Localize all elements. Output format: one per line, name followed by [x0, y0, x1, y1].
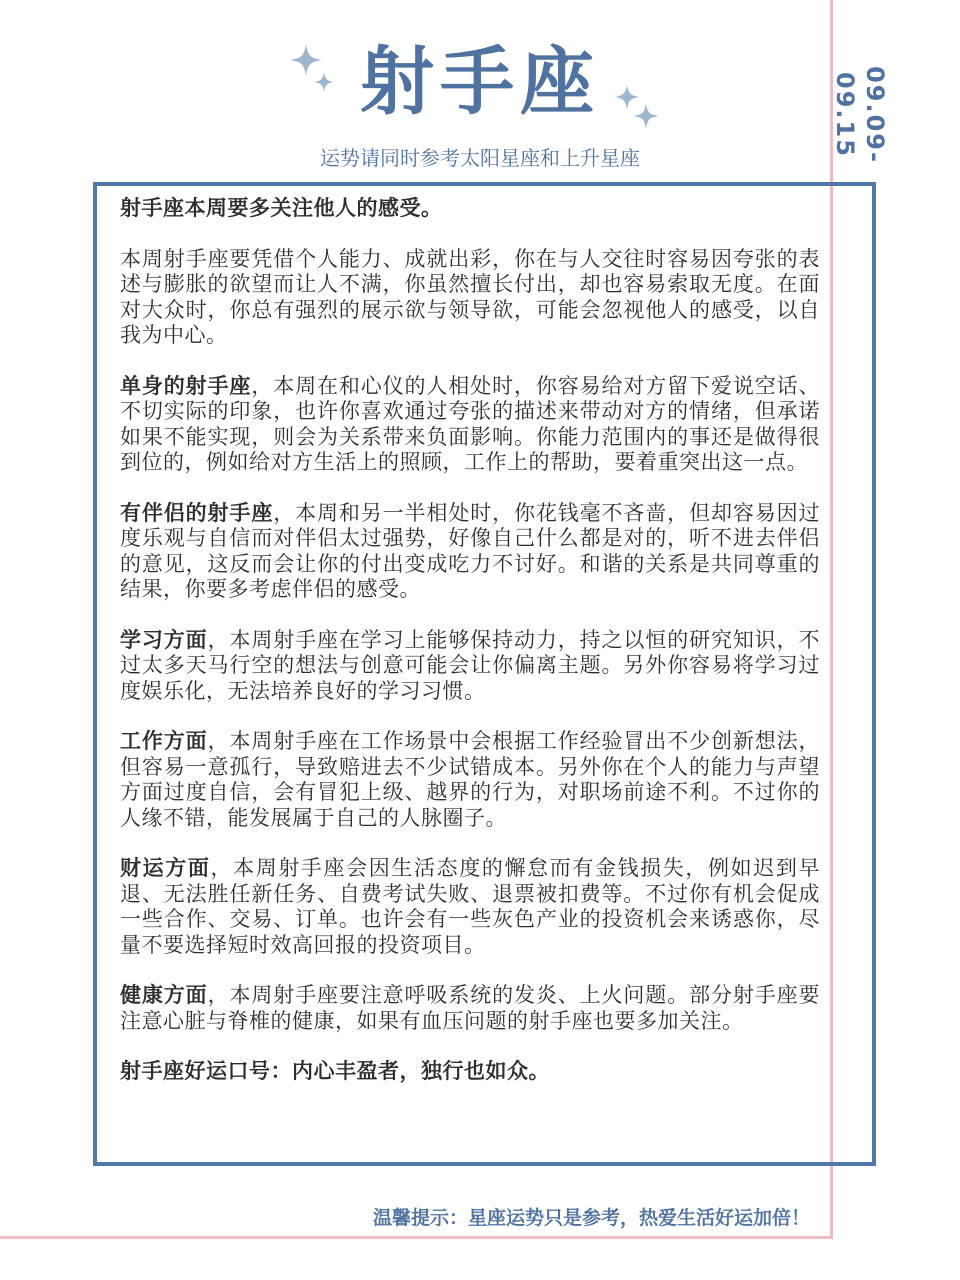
section-wealth: 财运方面，本周射手座会因生活态度的懈怠而有金钱损失，例如迟到早退、无法胜任新任务、自费考试失败、退票被扣费等。不过你有机会促成一些合作、交易、订单。也许会有一些灰色产业的投资机会来诱惑你，尽量不要选择短时效高回报的投资项目。 — [120, 856, 820, 957]
lucky-slogan: 射手座好运口号：内心丰盈者，独行也如众。 — [120, 1059, 550, 1083]
section-partnered: 有伴侣的射手座，本周和另一半相处时，你花钱毫不吝啬，但却容易因过度乐观与自信而对伴侣太过强势，好像自己什么都是对的，听不进去伴侣的意见，这反而会让你的付出变成吃力不讨好。和谐的关系是共同尊重的结果，你要多考虑伴侣的感受。 — [120, 500, 821, 601]
footer-tip: 温馨提示：星座运势只是参考，热爱生活好运加倍！ — [372, 1207, 810, 1229]
section-single: 单身的射手座，本周在和心仪的人相处时，你容易给对方留下爱说空话、不切实际的印象，也许你喜欢通过夸张的描述来带动对方的情绪，但承诺如果不能实现，则会为关系带来负面影响。你能力范围内的事还是做得很到位的，例如给对方生活上的照顾，工作上的帮助，要着重突出这一点。 — [120, 373, 821, 474]
article-body — [120, 196, 820, 1110]
section-study: 学习方面，本周射手座在学习上能够保持动力，持之以恒的研究知识，不过太多天马行空的想法与创意可能会让你偏离主题。另外你容易将学习过度娱乐化，无法培养良好的学习习惯。 — [120, 627, 821, 703]
date-range: 09.09-09.15 — [831, 66, 889, 164]
pink-horizontal-line — [0, 1236, 833, 1239]
page-subtitle: 运势请同时参考太阳星座和上升星座 — [320, 146, 640, 170]
section-work: 工作方面，本周射手座在工作场景中会根据工作经验冒出不少创新想法，但容易一意孤行，导致赔进去不少试错成本。另外你在个人的能力与声望方面过度自信，会有冒犯上级、越界的行为，对职场前途不利。不过你的人缘不错，能发展属于自己的人脉圈子。 — [120, 729, 821, 830]
section-health: 健康方面，本周射手座要注意呼吸系统的发炎、上火问题。部分射手座要注意心脏与脊椎的健康，如果有血压问题的射手座也要多加关注。 — [120, 983, 821, 1033]
intro-paragraph: 本周射手座要凭借个人能力、成就出彩，你在与人交往时容易因夸张的表述与膨胀的欲望而让人不满，你虽然擅长付出，却也容易索取无度。在面对大众时，你总有强烈的展示欲与领导欲，可能会忽视他人的感受，以自我为中心。 — [120, 246, 820, 347]
page-title: 射手座 — [360, 39, 600, 125]
intro-heading: 射手座本周要多关注他人的感受。 — [120, 196, 443, 220]
